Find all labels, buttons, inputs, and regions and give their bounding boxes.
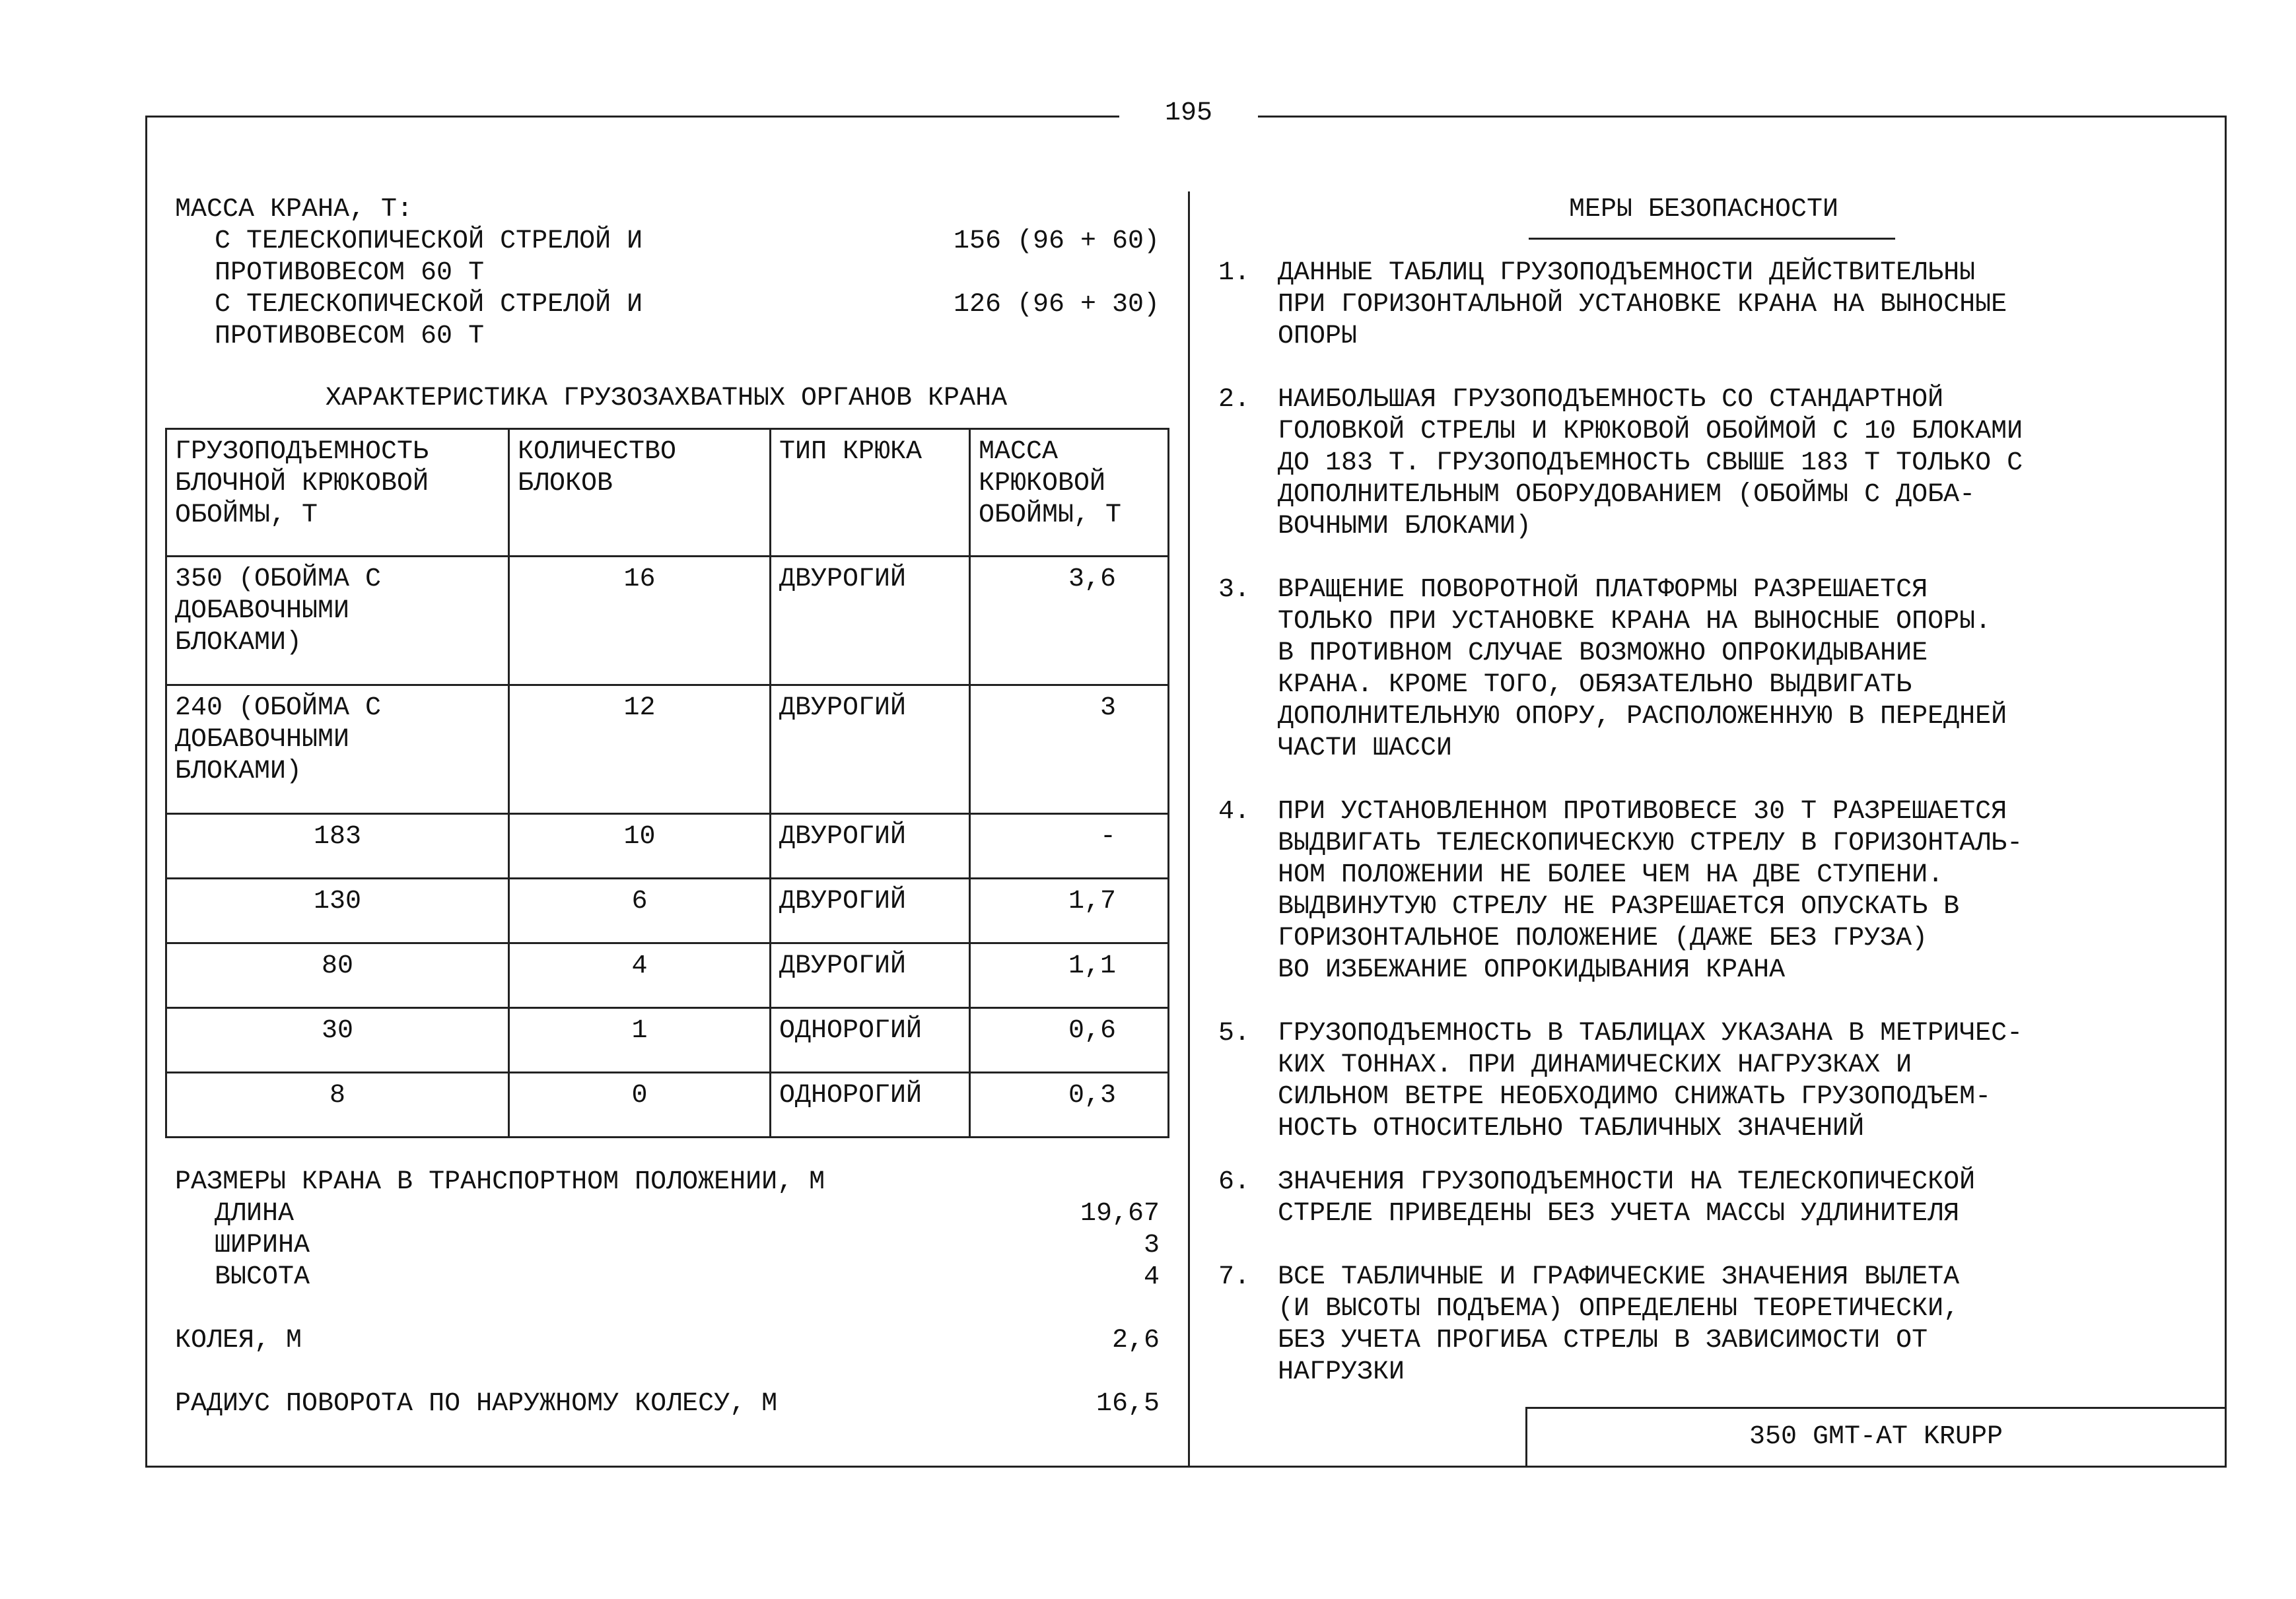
frame-top-right — [1258, 116, 2227, 118]
page-number: 195 — [1164, 98, 1212, 128]
safety-item-1-text: ДАННЫЕ ТАБЛИЦ ГРУЗОПОДЪЕМНОСТИ ДЕЙСТВИТЕЛЬНЫ ПРИ ГОРИЗОНТАЛЬНОЙ УСТАНОВКЕ КРАНА НА ВЫНОСНЫЕ ОПОРЫ — [1278, 258, 2007, 351]
cell-blocks: 1 — [509, 1008, 771, 1073]
model-label: 350 GMT-AT KRUPP — [1749, 1422, 2003, 1452]
table-row — [166, 814, 1169, 879]
hook-section-title: ХАРАКТЕРИСТИКА ГРУЗОЗАХВАТНЫХ ОРГАНОВ КРАНА — [325, 384, 1008, 413]
cell-blocks: 4 — [509, 943, 771, 1008]
cell-capacity: 8 — [166, 1073, 509, 1138]
model-label-box — [1525, 1407, 2225, 1466]
safety-title: МЕРЫ БЕЗОПАСНОСТИ — [1568, 195, 1839, 224]
safety-item-5-text: ГРУЗОПОДЪЕМНОСТЬ В ТАБЛИЦАХ УКАЗАНА В МЕТРИЧЕС- КИХ ТОННАХ. ПРИ ДИНАМИЧЕСКИХ НАГРУЗКАХ И СИЛЬНОМ ВЕТРЕ НЕОБХОДИМО СНИЖАТЬ ГРУЗОПОДЪЕМ- НОСТЬ ОТНОСИТЕЛЬНО ТАБЛИЧНЫХ ЗНАЧЕНИЙ — [1278, 1019, 2023, 1143]
safety-item-6-number: 6. — [1218, 1167, 1251, 1197]
transport-width-value: 3 — [1143, 1231, 1160, 1260]
cell-hook-type: ДВУРОГИЙ — [771, 943, 970, 1008]
cell-hook-mass: 1,7 — [970, 879, 1169, 943]
cell-capacity: 30 — [166, 1008, 509, 1073]
mass-row-1-label: С ТЕЛЕСКОПИЧЕСКОЙ СТРЕЛОЙ И ПРОТИВОВЕСОМ 60 Т — [215, 226, 643, 288]
cell-hook-mass: 0,3 — [970, 1073, 1169, 1138]
frame-left — [145, 116, 147, 1468]
cell-blocks: 10 — [509, 814, 771, 879]
cell-hook-type: ОДНОРОГИЙ — [771, 1008, 970, 1073]
frame-right — [2225, 116, 2227, 1468]
cell-hook-mass: 1,1 — [970, 943, 1169, 1008]
transport-height-label: ВЫСОТА — [215, 1262, 310, 1292]
hook-table — [165, 428, 1169, 1138]
cell-hook-type: ОДНОРОГИЙ — [771, 1073, 970, 1138]
track-label: КОЛЕЯ, М — [175, 1326, 302, 1355]
cell-blocks: 6 — [509, 879, 771, 943]
header-hook-type: ТИП КРЮКА — [771, 429, 970, 557]
table-row — [166, 879, 1169, 943]
cell-hook-mass: 3,6 — [970, 557, 1169, 685]
transport-width-label: ШИРИНА — [215, 1231, 310, 1260]
table-row — [166, 1008, 1169, 1073]
transport-height-value: 4 — [1143, 1262, 1160, 1292]
header-hook-mass: МАССА КРЮКОВОЙ ОБОЙМЫ, Т — [970, 429, 1169, 557]
table-header-row — [166, 429, 1169, 557]
cell-hook-mass: 3 — [970, 685, 1169, 814]
safety-item-6-text: ЗНАЧЕНИЯ ГРУЗОПОДЪЕМНОСТИ НА ТЕЛЕСКОПИЧЕСКОЙ СТРЕЛЕ ПРИВЕДЕНЫ БЕЗ УЧЕТА МАССЫ УДЛИНИТЕЛЯ — [1278, 1167, 1976, 1229]
transport-heading: РАЗМЕРЫ КРАНА В ТРАНСПОРТНОМ ПОЛОЖЕНИИ, М — [175, 1167, 825, 1197]
table-row — [166, 685, 1169, 814]
cell-blocks: 16 — [509, 557, 771, 685]
turning-value: 16,5 — [1096, 1389, 1160, 1419]
cell-hook-mass: 0,6 — [970, 1008, 1169, 1073]
safety-item-4-text: ПРИ УСТАНОВЛЕННОМ ПРОТИВОВЕСЕ 30 Т РАЗРЕШАЕТСЯ ВЫДВИГАТЬ ТЕЛЕСКОПИЧЕСКУЮ СТРЕЛУ В ГОРИЗОНТАЛЬ- НОМ ПОЛОЖЕНИИ НЕ БОЛЕЕ ЧЕМ НА ДВЕ СТУПЕНИ. ВЫДВИНУТУЮ СТРЕЛУ НЕ РАЗРЕШАЕТСЯ ОПУСКАТЬ В ГОРИЗОНТАЛЬНОЕ ПОЛОЖЕНИЕ (ДАЖЕ БЕЗ ГРУЗА) ВО ИЗБЕЖАНИЕ ОПРОКИДЫВАНИЯ КРАНА — [1278, 797, 2023, 985]
mass-row-2-label: С ТЕЛЕСКОПИЧЕСКОЙ СТРЕЛОЙ И ПРОТИВОВЕСОМ 60 Т — [215, 290, 643, 351]
safety-item-3-number: 3. — [1218, 575, 1251, 605]
safety-item-1-number: 1. — [1218, 258, 1251, 288]
cell-capacity: 130 — [166, 879, 509, 943]
cell-hook-type: ДВУРОГИЙ — [771, 814, 970, 879]
safety-item-3-text: ВРАЩЕНИЕ ПОВОРОТНОЙ ПЛАТФОРМЫ РАЗРЕШАЕТСЯ ТОЛЬКО ПРИ УСТАНОВКЕ КРАНА НА ВЫНОСНЫЕ ОПОРЫ. В ПРОТИВНОМ СЛУЧАЕ ВОЗМОЖНО ОПРОКИДЫВАНИЕ КРАНА. КРОМЕ ТОГО, ОБЯЗАТЕЛЬНО ВЫДВИГАТЬ ДОПОЛНИТЕЛЬНУЮ ОПОРУ, РАСПОЛОЖЕННУЮ В ПЕРЕДНЕЙ ЧАСТИ ШАССИ — [1278, 575, 2007, 763]
cell-capacity: 240 (ОБОЙМА С ДОБАВОЧНЫМИ БЛОКАМИ) — [166, 685, 509, 814]
mass-row-2-value: 126 (96 + 30) — [953, 290, 1160, 320]
frame-bottom — [145, 1466, 2227, 1468]
cell-capacity: 80 — [166, 943, 509, 1008]
track-value: 2,6 — [1111, 1326, 1160, 1355]
safety-item-2-text: НАИБОЛЬШАЯ ГРУЗОПОДЪЕМНОСТЬ СО СТАНДАРТНОЙ ГОЛОВКОЙ СТРЕЛЫ И КРЮКОВОЙ ОБОЙМОЙ С 10 БЛОКАМИ ДО 183 Т. ГРУЗОПОДЪЕМНОСТЬ СВЫШЕ 183 Т ТОЛЬКО С ДОПОЛНИТЕЛЬНЫМ ОБОРУДОВАНИЕМ (ОБОЙМЫ С ДОБА- ВОЧНЫМИ БЛОКАМИ) — [1278, 385, 2023, 541]
column-divider — [1188, 191, 1190, 1468]
cell-capacity: 350 (ОБОЙМА С ДОБАВОЧНЫМИ БЛОКАМИ) — [166, 557, 509, 685]
cell-blocks: 12 — [509, 685, 771, 814]
turning-label: РАДИУС ПОВОРОТА ПО НАРУЖНОМУ КОЛЕСУ, М — [175, 1389, 778, 1419]
mass-heading: МАССА КРАНА, Т: — [175, 195, 413, 224]
cell-capacity: 183 — [166, 814, 509, 879]
header-capacity: ГРУЗОПОДЪЕМНОСТЬ БЛОЧНОЙ КРЮКОВОЙ ОБОЙМЫ, Т — [166, 429, 509, 557]
cell-blocks: 0 — [509, 1073, 771, 1138]
table-row — [166, 557, 1169, 685]
cell-hook-type: ДВУРОГИЙ — [771, 879, 970, 943]
cell-hook-mass: - — [970, 814, 1169, 879]
frame-top-left — [145, 116, 1119, 118]
safety-title-underline — [1529, 238, 1895, 240]
transport-length-label: ДЛИНА — [215, 1199, 295, 1229]
table-row — [166, 1073, 1169, 1138]
cell-hook-type: ДВУРОГИЙ — [771, 685, 970, 814]
transport-length-value: 19,67 — [1080, 1199, 1160, 1229]
cell-hook-type: ДВУРОГИЙ — [771, 557, 970, 685]
mass-row-1-value: 156 (96 + 60) — [953, 226, 1160, 256]
header-blocks: КОЛИЧЕСТВО БЛОКОВ — [509, 429, 771, 557]
safety-item-7-number: 7. — [1218, 1262, 1251, 1292]
table-row — [166, 943, 1169, 1008]
safety-item-2-number: 2. — [1218, 385, 1251, 415]
safety-item-7-text: ВСЕ ТАБЛИЧНЫЕ И ГРАФИЧЕСКИЕ ЗНАЧЕНИЯ ВЫЛЕТА (И ВЫСОТЫ ПОДЪЕМА) ОПРЕДЕЛЕНЫ ТЕОРЕТИЧЕСКИ, БЕЗ УЧЕТА ПРОГИБА СТРЕЛЫ В ЗАВИСИМОСТИ ОТ НАГРУЗКИ — [1278, 1262, 1960, 1387]
safety-item-4-number: 4. — [1218, 797, 1251, 827]
safety-item-5-number: 5. — [1218, 1019, 1251, 1048]
